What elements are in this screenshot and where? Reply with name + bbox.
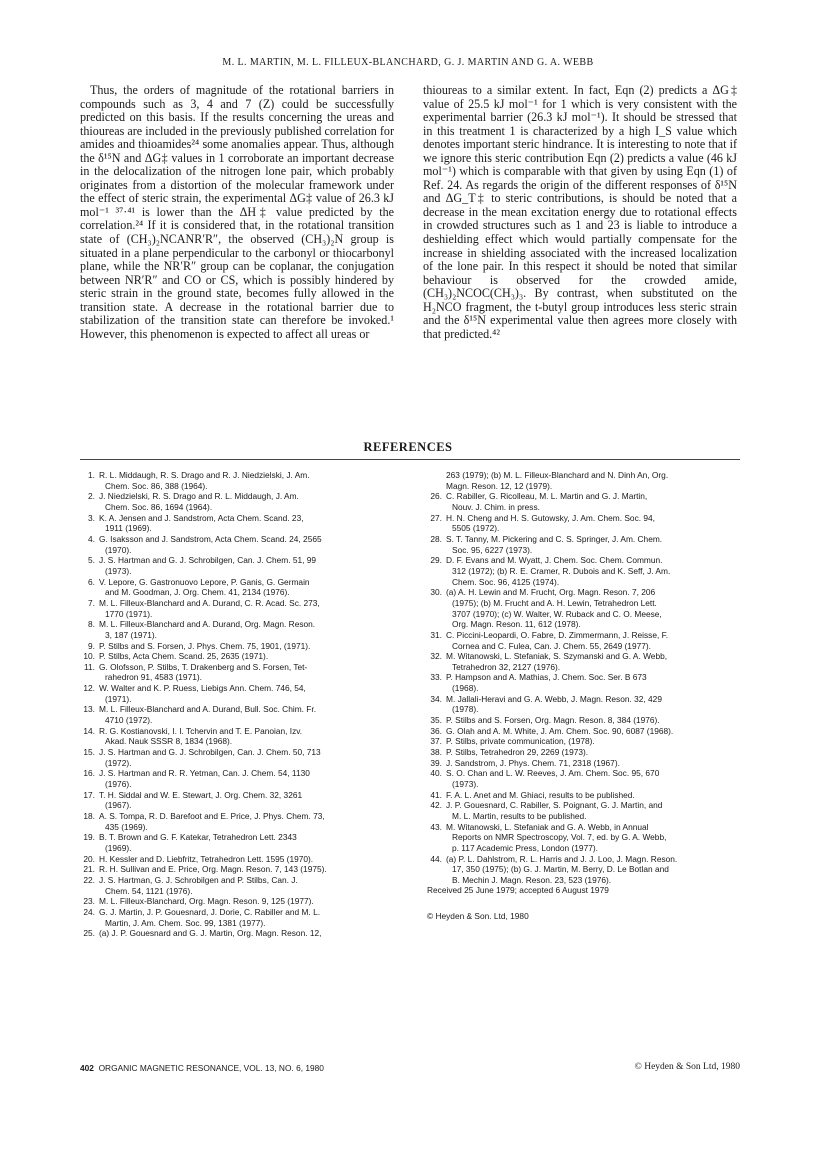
reference-line: A. S. Tompa, R. D. Barefoot and E. Price, J. Phys. Chem. 73, [99,811,325,821]
reference-item [80,683,400,704]
reference-line: (1969). [105,842,132,853]
reference-line: 312 (1972); (b) R. E. Cramer, R. Dubois and K. Seff, J. Am. [452,565,671,576]
reference-item [80,864,400,875]
reference-line: M. L. Filleux-Blanchard and A. Durand, C. R. Acad. Sc. 273, [99,597,320,608]
reference-number: 4. [88,533,95,544]
reference-line: 4710 (1972). [105,715,153,726]
body-column-left [80,84,394,341]
reference-line: J. S. Hartman and G. J. Schrobilgen, Can. J. Chem. 50, 713 [99,747,321,758]
reference-item [427,715,747,726]
reference-line: D. F. Evans and M. Wyatt, J. Chem. Soc. Chem. Commun. [446,555,663,566]
reference-line: H. N. Cheng and H. S. Gutowsky, J. Am. Chem. Soc. 94, [446,512,655,523]
reference-line: and M. Goodman, J. Org. Chem. 41, 2134 (1976). [105,587,290,598]
reference-item [80,555,400,576]
reference-number: 14. [83,725,95,736]
reference-line: M. L. Martin, results to be published. [452,811,587,821]
reference-number: 5. [88,555,95,566]
reference-line: 3707 (1970); (c) W. Walter, W. Ruback and C. O. Meese, [452,608,662,619]
reference-line: p. 117 Academic Press, London (1977). [452,842,598,853]
reference-line: Nouv. J. Chim. in press. [452,501,540,512]
running-header: M. L. MARTIN, M. L. FILLEUX-BLANCHARD, G. J. MARTIN AND G. A. WEBB [222,57,594,68]
reference-line: Soc. 95, 6227 (1973). [452,544,533,555]
reference-number: 33. [430,672,442,683]
reference-item [427,747,747,758]
reference-item [427,513,747,534]
reference-line: M. Witanowski, L. Stefaniak, S. Szymanski and G. A. Webb, [446,651,668,662]
journal-citation: ORGANIC MAGNETIC RESONANCE, VOL. 13, NO. 6, 1980 [98,1063,324,1073]
reference-line: J. S. Hartman, G. J. Schrobilgen and P. Stilbs, Can. J. [99,874,298,885]
reference-number: 44. [430,853,442,864]
reference-line: Akad. Nauk SSSR 8, 1834 (1968). [105,736,233,747]
reference-line: G. Olofsson, P. Stilbs, T. Drakenberg and S. Forsen, Tet- [99,661,308,672]
references-rule [80,459,740,460]
reference-item [427,736,747,747]
reference-number: 21. [83,864,95,875]
reference-line: M. L. Filleux-Blanchard and A. Durand, Bull. Soc. Chim. Fr. [99,704,317,715]
reference-number: 16. [83,768,95,779]
reference-item [80,662,400,683]
reference-line: V. Lepore, G. Gastronuovo Lepore, P. Ganis, G. Germain [99,576,310,587]
reference-line: Org. Magn. Reson. 11, 612 (1978). [452,619,581,630]
reference-number: 10. [83,651,95,662]
reference-line: H. Kessler and D. Liebfritz, Tetrahedron Lett. 1595 (1970). [99,853,314,864]
reference-line: (1976). [105,779,132,790]
reference-line: J. Niedzielski, R. S. Drago and R. L. Middaugh, J. Am. [99,491,299,502]
reference-line: Tetrahedron 32, 2127 (1976). [452,661,561,672]
reference-item [427,726,747,737]
reference-item [427,555,747,587]
footer-journal [80,1063,324,1073]
reference-line: T. H. Siddal and W. E. Stewart, J. Org. Chem. 32, 3261 [99,789,303,800]
reference-item [80,832,400,853]
reference-line: J. Sandstrom, J. Phys. Chem. 71, 2318 (1967). [446,757,620,768]
reference-number: 11. [84,661,95,672]
reference-line: M. Witanowski, L. Stefaniak and G. A. Webb, in Annual [446,821,649,832]
references-heading: REFERENCES [363,440,453,454]
reference-number: 39. [430,757,442,768]
copyright-block: © Heyden & Son. Ltd, 1980 [427,911,529,921]
reference-line: 435 (1969). [105,821,148,832]
reference-item [427,587,747,630]
reference-line: P. Stilbs and S. Forsen, J. Phys. Chem. 75, 1901, (1971). [99,640,311,651]
reference-number: 30. [430,587,442,598]
reference-number: 34. [430,693,442,704]
reference-number: 20. [83,853,95,864]
body-paragraph-left: Thus, the orders of magnitude of the rotational barriers in compounds such as 3, 4 and 7 (Z) could be successfully predicted on this basis. If the results concerning the ureas and thioureas are included in the previously published correlation for amides and thioamides²⁴ some anomalies appear. Thus, although the δ¹⁵N and ΔG‡ values in 1 corroborate an important decrease in the delocalization of the nitrogen lone pair, which probably originates from a distortion of the molecular framework under the effect of steric strain, the experimental ΔG‡ value of 26.3 kJ mol⁻¹ ³⁷·⁴¹ is lower than the ΔH‡ value predicted by the correlation.²⁴ If it is considered that, in the rotational transition state of (CH₃)₂NCANR′R″, the observed (CH₃)₂N group is situated in a plane perpendicular to the carbonyl or thiocarbonyl plane, while the NR′R″ group can be coplanar, the conjugation between NR′R″ and CO or CS, which is possibly hindered by steric strain in the ground state, becomes fully allowed in the transition state. A decrease in the rotational barrier due to stabilization of the transition state can therefore be invoked.¹ However, this phenomenon is expected to affect all ureas or [80,83,394,341]
reference-line: Chem. Soc. 86, 388 (1964). [105,480,208,491]
reference-line: J. P. Gouesnard, C. Rabiller, S. Poignant, G. J. Martin, and [446,800,663,811]
reference-line: 3, 187 (1971). [105,629,157,640]
reference-item [427,651,747,672]
reference-number: 40. [430,768,442,779]
reference-item [80,534,400,555]
reference-line: R. L. Middaugh, R. S. Drago and R. J. Niedzielski, J. Am. [99,470,310,480]
reference-item [80,491,400,512]
reference-number: 31. [430,629,442,640]
reference-number: 29. [430,555,442,566]
reference-number: 2. [88,491,95,502]
reference-line: (a) P. L. Dahlstrom, R. L. Harris and J. J. Loo, J. Magn. Reson. [446,853,678,864]
reference-item [80,641,400,652]
reference-line: G. Olah and A. M. White, J. Am. Chem. Soc. 90, 6087 (1968). [446,725,674,736]
reference-item [427,768,747,789]
reference-number: 24. [83,906,95,917]
reference-line: S. O. Chan and L. W. Reeves, J. Am. Chem. Soc. 95, 670 [446,768,660,779]
reference-line: Chem. Soc. 86, 1694 (1964). [105,501,213,512]
reference-line: R. H. Sullivan and E. Price, Org. Magn. Reson. 7, 143 (1975). [99,864,327,875]
reference-item [80,747,400,768]
reference-line: (1970). [105,544,132,555]
reference-line: Cornea and C. Fulea, Can. J. Chem. 55, 2649 (1977). [452,640,651,651]
body-paragraph-right: thioureas to a similar extent. In fact, Eqn (2) predicts a ΔG‡ value of 25.5 kJ mol⁻¹ for 1 which is very consistent with the experimental barrier (26.3 kJ mol⁻¹). It should be stressed that in this treatment 1 is characterized by a high I_S value which denotes important steric hindrance. It is interesting to note that if we ignore this steric contribution Eqn (2) predicts a value (46 kJ mol⁻¹) which is comparable with that given by using Eqn (1) of Ref. 24. As regards the origin of the different responses of δ¹⁵N and ΔG_T‡ to steric contributions, is should be noted that a decrease in the mean excitation energy due to rotational effects in crowded structures such as 1 and 23 is liable to introduce a deshielding effect which would partially compensate for the increase in shielding associated with the increased localization of the lone pair. In this respect it should be noted that similar behaviour is observed for the crowded amide, (CH₃)₂NCOC(CH₃)₃. By contrast, when substituted on the H₂NCO fragment, the t-butyl group introduces less steric strain and the δ¹⁵N experimental value then agrees more closely with that predicted.⁴² [423,83,737,341]
references-list-right [427,470,747,886]
reference-item [80,513,400,534]
received-dates: Received 25 June 1979; accepted 6 August 1979 [427,885,609,895]
reference-number: 26. [430,491,442,502]
reference-item [80,907,400,928]
reference-number: 18. [83,811,95,821]
reference-item [80,854,400,865]
reference-number: 6. [88,576,95,587]
reference-number: 15. [83,747,95,758]
reference-line: B. Mechin J. Magn. Reson. 23, 523 (1976). [452,874,612,885]
reference-item [80,651,400,662]
reference-line: rahedron 91, 4583 (1971). [105,672,202,683]
reference-number: 38. [430,747,442,758]
reference-line: Chem. 54, 1121 (1976). [105,885,193,896]
reference-line: G. J. Martin, J. P. Gouesnard, J. Dorie, C. Rabiller and M. L. [99,906,321,917]
reference-number: 43. [430,821,442,832]
reference-line: P. Hampson and A. Mathias, J. Chem. Soc. Ser. B 673 [446,672,647,683]
reference-number: 32. [430,651,442,662]
reference-number: 42. [430,800,442,811]
reference-number: 13. [83,704,95,715]
reference-line: 5505 (1972). [452,523,500,534]
reference-line: (1967). [105,800,132,811]
reference-line: (1968). [452,683,479,694]
reference-line: 1911 (1969). [105,523,152,534]
reference-number: 17. [83,789,95,800]
reference-line: M. L. Filleux-Blanchard, Org. Magn. Reson. 9, 125 (1977). [99,896,314,907]
reference-number: 27. [430,512,442,523]
reference-item [427,672,747,693]
reference-number: 3. [88,512,95,523]
reference-line: Martin, J. Am. Chem. Soc. 99, 1381 (1977). [105,917,266,928]
reference-item [80,896,400,907]
reference-item [80,928,400,939]
reference-item [427,800,747,821]
reference-item [427,491,747,512]
reference-line: K. A. Jensen and J. Sandstrom, Acta Chem. Scand. 23, [99,512,304,523]
reference-line: P. Stilbs, private communication, (1978). [446,736,595,747]
reference-line: R. G. Kostianovski, I. I. Tchervin and T. E. Panoian, Izv. [99,725,303,736]
reference-line: C. Piccini-Leopardi, O. Fabre, D. Zimmermann, J. Reisse, F. [446,629,669,640]
reference-number: 37. [430,736,442,747]
reference-item [80,577,400,598]
reference-number: 8. [88,619,95,630]
reference-item [80,790,400,811]
reference-number: 35. [430,715,442,726]
reference-line: (a) J. P. Gouesnard and G. J. Martin, Org. Magn. Reson. 12, [99,928,322,939]
page-number: 402 [80,1063,94,1073]
reference-item [80,598,400,619]
reference-item [80,704,400,725]
reference-line: M. L. Filleux-Blanchard and A. Durand, Org. Magn. Reson. [99,619,316,630]
footer-copyright: © Heyden & Son Ltd, 1980 [634,1062,740,1072]
reference-item [80,619,400,640]
reference-line: (1978). [452,704,479,715]
reference-line: 1770 (1971). [105,608,153,619]
reference-item [427,790,747,801]
body-column-right [423,84,737,341]
reference-number: 7. [88,597,95,608]
reference-item [80,875,400,896]
reference-item [80,768,400,789]
reference-line: (1975); (b) M. Frucht and A. H. Lewin, Tetrahedron Lett. [452,597,657,608]
reference-item [427,854,747,886]
reference-line: (1973). [452,779,479,790]
reference-line: 263 (1979); (b) M. L. Filleux-Blanchard and N. Dinh An, Org. [446,470,669,480]
reference-number: 1. [88,470,95,480]
reference-number: 22. [83,874,95,885]
reference-line: (1971). [105,693,132,704]
reference-item [427,470,747,491]
reference-number: 25. [83,928,95,939]
reference-line: M. Jallali-Heravi and G. A. Webb, J. Magn. Reson. 32, 429 [446,693,662,704]
reference-line: (1972). [105,757,132,768]
reference-line: P. Stilbs and S. Forsen, Org. Magn. Reson. 8, 384 (1976). [446,715,660,726]
reference-line: F. A. L. Anet and M. Ghiaci, results to be published. [446,789,635,800]
reference-line: Magn. Reson. 12, 12 (1979). [446,480,553,491]
reference-item [427,694,747,715]
reference-line: P. Stilbs, Tetrahedron 29, 2269 (1973). [446,747,589,758]
reference-item [427,534,747,555]
reference-number: 36. [430,725,442,736]
reference-line: P. Stilbs, Acta Chem. Scand. 25, 2635 (1971). [99,651,269,662]
reference-line: B. T. Brown and G. F. Katekar, Tetrahedron Lett. 2343 [99,832,297,843]
reference-line: J. S. Hartman and R. R. Yetman, Can. J. Chem. 54, 1130 [99,768,310,779]
reference-item [80,811,400,832]
reference-number: 41. [430,789,442,800]
reference-item [427,822,747,854]
reference-line: J. S. Hartman and G. J. Schrobilgen, Can. J. Chem. 51, 99 [99,555,317,566]
reference-line: (1973). [105,565,132,576]
reference-number: 9. [88,640,95,651]
reference-item [80,726,400,747]
reference-item [427,630,747,651]
reference-line: Reports on NMR Spectroscopy, Vol. 7, ed. by G. A. Webb, [452,832,667,843]
reference-number: 28. [430,533,442,544]
reference-item [80,470,400,491]
reference-line: S. T. Tanny, M. Pickering and C. S. Springer, J. Am. Chem. [446,533,663,544]
reference-number: 19. [83,832,95,843]
reference-number: 23. [83,896,95,907]
reference-line: G. Isaksson and J. Sandstrom, Acta Chem. Scand. 24, 2565 [99,533,322,544]
reference-line: C. Rabiller, G. Ricolleau, M. L. Martin and G. J. Martin, [446,491,648,502]
references-list-left [80,470,400,939]
reference-item [427,758,747,769]
reference-line: Chem. Soc. 96, 4125 (1974). [452,576,560,587]
reference-line: (a) A. H. Lewin and M. Frucht, Org. Magn. Reson. 7, 206 [446,587,656,598]
reference-line: W. Walter and K. P. Ruess, Liebigs Ann. Chem. 746, 54, [99,683,306,694]
reference-number: 12. [83,683,95,694]
reference-line: 17, 350 (1975); (b) G. J. Martin, M. Berry, D. Le Botlan and [452,864,669,875]
